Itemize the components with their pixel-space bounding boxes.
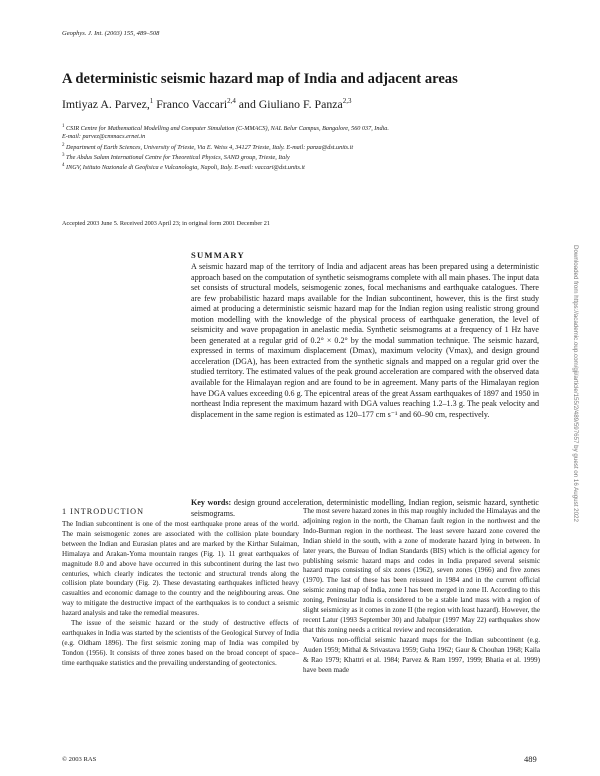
affiliation-text: The Abdus Salam International Centre for Theoretical Physics, SAND group, Trieste, Italy (66, 154, 290, 162)
affiliations (62, 123, 522, 173)
author-affil-ref: 2,4 (227, 97, 236, 106)
journal-citation (62, 30, 159, 37)
journal-abbrev: Geophys. J. Int. (62, 30, 103, 37)
keywords-text: design ground acceleration, deterministic modelling, Indian region, seismic hazard, synthetic seismograms. (191, 498, 539, 518)
page-number: 489 (524, 754, 537, 764)
summary-heading: SUMMARY (191, 250, 245, 260)
affiliation-line (62, 142, 522, 152)
intro-paragraph: Various non-official seismic hazard maps for the Indian subcontinent (e.g. Auden 1959; Mithal & Srivastava 1959; Guha 1962; Gaur & Chouhan 1968; Kaila & Rao 1979; Khattri et al. 1984; Parvez & Ram 1997, 1999; Bhatia et al. 1999) have been made (303, 635, 540, 674)
abstract-body: A seismic hazard map of the territory of India and adjacent areas has been prepared using a deterministic approach based on the computation of synthetic seismograms complete with all main phases. The input data set consists of structural models, seismogenic zones, focal mechanisms and earthquake catalogues. There are few probabilistic hazard maps available for the Indian subcontinent, however, this is the first study aimed at producing a deterministic seismic hazard map for the Indian region using realistic strong ground motion modelling with the knowledge of the physical process of earthquake generation, the level of seismicity and wave propagation in anelastic media. Synthetic seismograms at a frequency of 1 Hz have been generated at a regular grid of 0.2° × 0.2° by the modal summation technique. The seismic hazard, expressed in terms of maximum displacement (Dmax), maximum velocity (Vmax), and design ground acceleration (DGA), has been extracted from the synthetic signals and mapped on a regular grid over the studied territory. The estimated values of the peak ground acceleration are compared with the observed data available for the Himalayan region and are found to be in agreement. Many parts of the Himalayan region have DGA values exceeding 0.6 g. The epicentral areas of the great Assam earthquakes of 1897 and 1950 in northeast India represent the maximum hazard with DGA values reaching 1.2–1.3 g. The peak velocity and displacement in the same region is estimated as 120–177 cm s⁻¹ and 60–90 cm, respectively. (191, 262, 539, 419)
accepted-dates: Accepted 2003 June 5. Received 2003 April 23; in original form 2001 December 21 (62, 220, 270, 227)
affiliation-line (62, 162, 522, 172)
affiliation-line (62, 133, 522, 141)
intro-right-column (303, 507, 540, 675)
affiliation-text: CSIR Centre for Mathematical Modelling and Computer Simulation (C-MMACS), NAL Belur Campus, Bangalore, 560 037, India. (66, 125, 389, 133)
affiliation-mark: 1 (62, 124, 65, 129)
author-list (62, 97, 351, 112)
affiliation-email: E-mail: parvez@cmmacs.ernet.in (62, 133, 146, 141)
affiliation-mark: 2 (62, 142, 65, 148)
intro-paragraph: The Indian subcontinent is one of the most earthquake prone areas of the world. The main seismogenic zones are associated with the collision plate boundary between the Indian and Eurasian plates and are marked by the Kirthar Sulaiman, Himalaya and Arakan-Yoma mountain ranges (Fig. 1). 11 great earthquakes of magnitude 8.0 and above have occurred in this subcontinent during the last two centuries, which clearly indicates the tectonic and structural trends along the collision plate boundary (Fig. 2). These devastating earthquakes inflicted heavy casualties and economic damage to the country and the neighbouring areas. One way to mitigate the destructive impact of the earthquakes is to conduct a seismic hazard analysis and take the remedial measures. (62, 520, 299, 618)
download-link-text[interactable]: Downloaded from https://academic.oup.com/gji/article/155/2/489/597657 by guest on 16 August 2022 (572, 245, 579, 522)
keywords-label: Key words: (191, 498, 232, 507)
affiliation-mark: 4 (62, 163, 65, 169)
affiliation-line (62, 123, 522, 133)
section-heading-introduction: 1 INTRODUCTION (62, 507, 144, 516)
affiliation-text: Department of Earth Sciences, University of Trieste, Via E. Weiss 4, 34127 Trieste, Italy. E-mail: panza@dst.units.it (66, 143, 354, 151)
intro-left-column (62, 520, 299, 669)
author-name: Franco Vaccari (153, 97, 228, 111)
affiliation-mark: 3 (62, 153, 65, 159)
affiliation-line (62, 152, 522, 162)
author-affil-ref: 2,3 (342, 97, 352, 106)
author-affil-ref: 1 (149, 97, 154, 106)
affiliation-text: INGV, Istituto Nazionale di Geofisica e Vulcanologia, Napoli, Italy. E-mail: vaccari@dst.units.it (66, 164, 305, 172)
author-name: and Giuliano F. Panza (235, 97, 343, 111)
paper-title: A deterministic seismic hazard map of India and adjacent areas (62, 71, 458, 87)
volume-pages: (2003) 155, 489–508 (104, 30, 160, 37)
download-watermark (570, 245, 582, 745)
intro-paragraph: The issue of the seismic hazard or the study of destructive effects of earthquakes in India was started by the scientists of the Geological Survey of India (e.g. Oldham 1896). The first seismic zoning map of India was compiled by Tondon (1956). It consists of three zones based on the broad concept of space–time earthquake statistics and the prevailing understanding of geotectonics. (62, 619, 299, 667)
copyright: © 2003 RAS (62, 756, 97, 763)
author-name: Imtiyaz A. Parvez, (62, 97, 150, 111)
intro-paragraph: The most severe hazard zones in this map roughly included the Himalayas and the adjoining region in the north, the Chaman fault region in the northwest and the Indo-Burman region in the northeast. The least severe hazard zone covered the Indian shield in the south, with a zone of moderate hazard lying in between. In later years, the Bureau of Indian Standards (BIS) which is the official agency for publishing seismic hazard maps and codes in India prepared several seismic hazard maps consisting of six zones (1962), seven zones (1966) and five zones (1970). The last of these has been reissued in 1984 and in the current official seismic zoning map of India, zone I has been merged in zone II. According to this zoning, Peninsular India is considered to be a stable land mass with a region of slight seismicity as it comes in zone II (the region with least hazard). However, the recent Latur (1993 September 30) and Jabalpur (1997 May 22) earthquakes show that this zoning needs a critical review and reconsideration. (303, 507, 540, 634)
